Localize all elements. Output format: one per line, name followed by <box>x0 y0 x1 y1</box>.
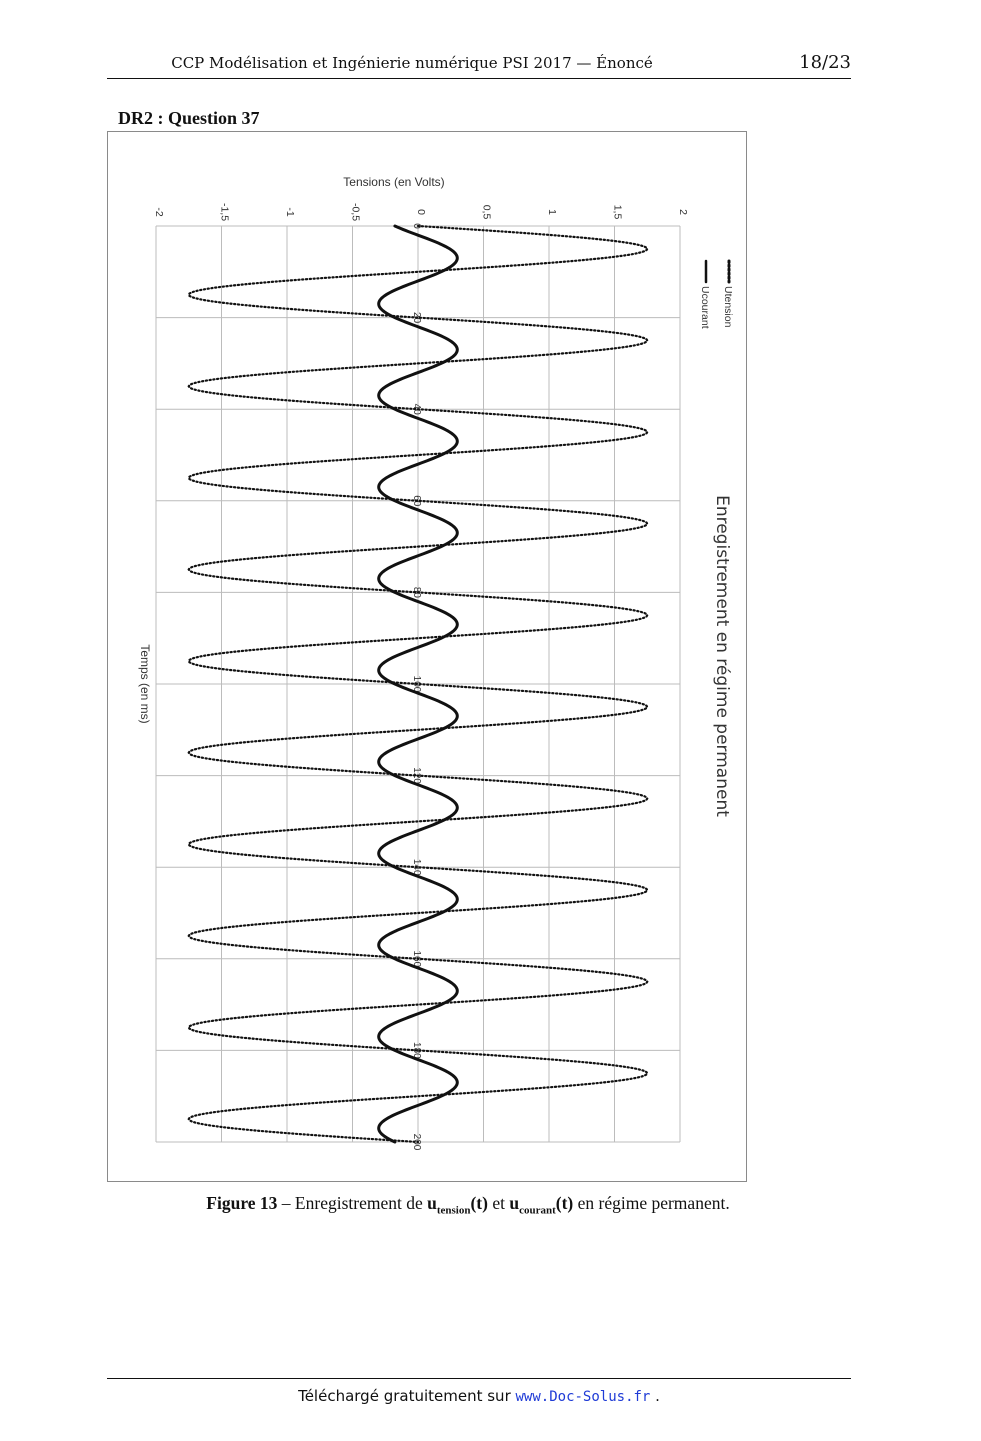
caption-symbol-1: u <box>427 1193 437 1213</box>
footer-link[interactable]: www.Doc-Solus.fr <box>515 1389 651 1405</box>
x-tick-label: 120 <box>411 767 422 784</box>
caption-subscript-2: courant <box>519 1204 556 1217</box>
footer-text: Téléchargé gratuitement sur <box>298 1387 516 1405</box>
page-number: 18/23 <box>799 52 851 73</box>
section-label: DR2 : Question 37 <box>118 108 260 128</box>
caption-number: Figure 13 <box>206 1193 278 1213</box>
x-tick-label: 40 <box>411 403 422 415</box>
page-footer <box>107 1378 851 1405</box>
y-tick-label: 1,5 <box>611 204 624 220</box>
x-tick-label: 140 <box>411 858 422 876</box>
y-axis-title: Tensions (en Volts) <box>343 175 445 189</box>
caption-symbol-2: u <box>509 1193 520 1213</box>
x-tick-label: 0 <box>411 223 422 229</box>
page-header <box>107 52 851 79</box>
footer-tail: . <box>650 1387 660 1405</box>
y-tick-label: 1 <box>546 209 558 215</box>
figure-caption <box>107 1193 829 1217</box>
legend-label-utension: Utension <box>722 286 734 328</box>
caption-arg-1: (t) <box>470 1193 488 1213</box>
caption-text-3: en régime permanent. <box>573 1193 730 1213</box>
caption-text-1: – Enregistrement de <box>277 1193 428 1213</box>
y-tick-label: 0,5 <box>480 204 493 220</box>
figure-frame <box>107 131 747 1182</box>
caption-text-2: et <box>487 1193 510 1213</box>
y-tick-label: -1 <box>284 207 296 217</box>
y-tick-label: -2 <box>153 207 165 217</box>
x-axis-title: Temps (en ms) <box>138 644 152 724</box>
header-title: CCP Modélisation et Ingénierie numérique PSI 2017 — Énoncé <box>171 54 653 72</box>
x-tick-label: 180 <box>411 1042 422 1059</box>
caption-subscript-1: tension <box>436 1204 471 1217</box>
x-tick-label: 80 <box>411 586 422 598</box>
legend-label-ucourant: Ucourant <box>699 286 711 329</box>
x-tick-label: 100 <box>411 675 422 693</box>
x-tick-label: 160 <box>411 950 422 968</box>
x-tick-label: 200 <box>411 1133 422 1151</box>
y-tick-label: 2 <box>677 209 689 215</box>
chart-ticks <box>153 203 689 1151</box>
x-tick-label: 60 <box>411 495 422 507</box>
chart-svg <box>108 132 748 1183</box>
chart-title: Enregistrement en régime permanent <box>712 495 732 817</box>
x-tick-label: 20 <box>411 312 422 324</box>
y-tick-label: -1,5 <box>218 202 231 222</box>
caption-arg-2: (t) <box>555 1193 574 1213</box>
y-tick-label: 0 <box>415 209 427 215</box>
y-tick-label: -0,5 <box>349 202 362 222</box>
